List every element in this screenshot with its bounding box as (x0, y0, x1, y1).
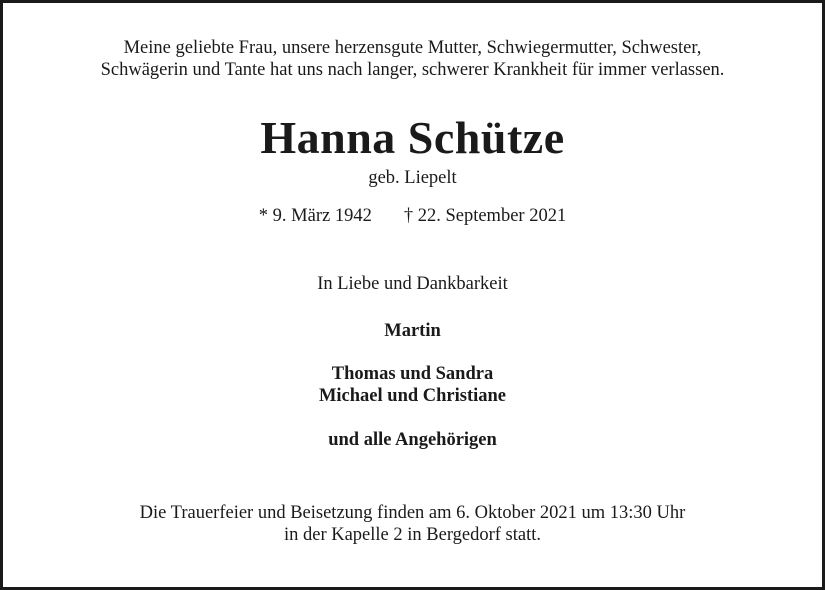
ceremony-info-line-2: in der Kapelle 2 in Bergedorf statt. (283, 525, 542, 545)
mourner-name: Thomas und Sandra (331, 364, 494, 384)
birth-date: * 9. März 1942 (258, 206, 372, 226)
life-dates (3, 207, 822, 226)
ceremony-info-line-1: Die Trauerfeier und Beisetzung finden am 6. Oktober 2021 um 13:30 Uhr (139, 503, 686, 523)
deceased-name: Hanna Schütze (260, 112, 565, 163)
dedication-text: In Liebe und Dankbarkeit (317, 274, 508, 294)
death-date: † 22. September 2021 (403, 206, 567, 226)
mourner-relatives: und alle Angehörigen (328, 430, 497, 450)
mourner-name: Martin (384, 321, 441, 341)
mourner-name: Michael und Christiane (318, 386, 507, 406)
intro-text-line-1: Meine geliebte Frau, unsere herzensgute Mutter, Schwiegermutter, Schwester, (123, 38, 702, 58)
maiden-name: geb. Liepelt (368, 168, 457, 188)
intro-text-line-2: Schwägerin und Tante hat uns nach langer, schwerer Krankheit für immer verlassen. (100, 60, 725, 80)
